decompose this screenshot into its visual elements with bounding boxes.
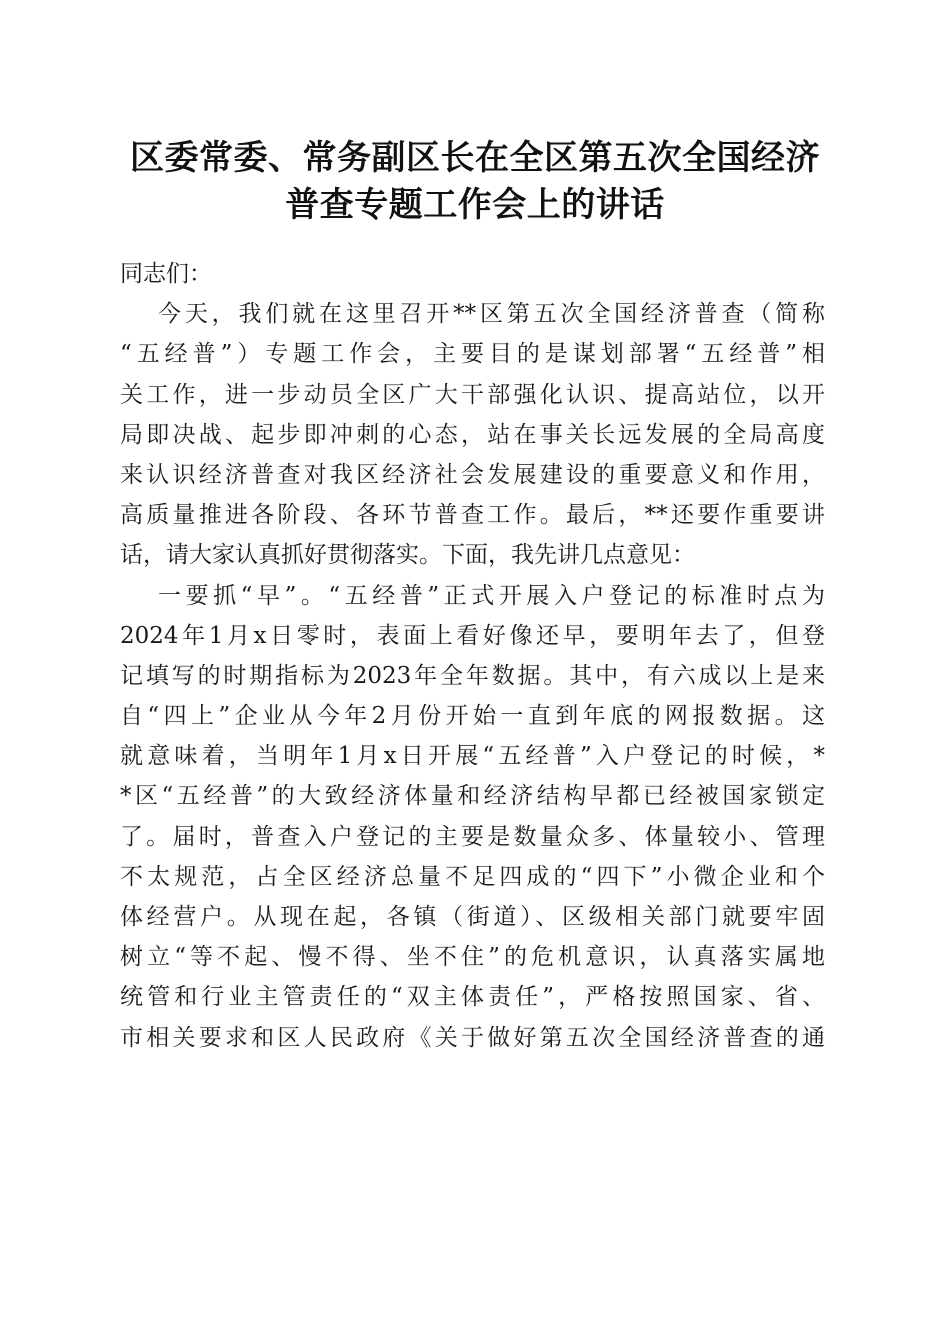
paragraph-line: 一要抓“早”。“五经普”正式开展入户登记的标准时点为 <box>158 582 825 609</box>
paragraph-line: 高质量推进各阶段、各环节普查工作。最后，**还要作重要讲 <box>120 502 825 529</box>
title-line-1: 区委常委、常务副区长在全区第五次全国经济 <box>130 138 820 178</box>
paragraph-line: 关工作，进一步动员全区广大干部强化认识、提高站位，以开 <box>120 381 825 408</box>
paragraph-line: *区“五经普”的大致经济体量和经济结构早都已经被国家锁定 <box>120 783 825 810</box>
paragraph-line: 树立“等不起、慢不得、坐不住”的危机意识，认真落实属地 <box>120 944 825 971</box>
paragraph-line: 自“四上”企业从今年2月份开始一直到年底的网报数据。这 <box>120 703 825 730</box>
paragraph-line: 不太规范，占全区经济总量不足四成的“四下”小微企业和个 <box>120 863 825 890</box>
paragraph-line: 今天，我们就在这里召开**区第五次全国经济普查（简称 <box>158 301 825 328</box>
paragraph-line: 了。届时，普查入户登记的主要是数量众多、体量较小、管理 <box>120 823 825 850</box>
paragraph-line: 话，请大家认真抓好贯彻落实。下面，我先讲几点意见： <box>120 542 695 569</box>
paragraph-line: 市相关要求和区人民政府《关于做好第五次全国经济普查的通 <box>120 1024 825 1051</box>
paragraph-line: 局即决战、起步即冲刺的心态，站在事关长远发展的全局高度 <box>120 421 825 448</box>
title-line-2: 普查专题工作会上的讲话 <box>285 185 665 225</box>
document-title <box>100 135 850 229</box>
paragraph-line: 记填写的时期指标为2023年全年数据。其中，有六成以上是来 <box>120 662 825 689</box>
paragraph-line: 体经营户。从现在起，各镇（街道）、区级相关部门就要牢固 <box>120 904 825 930</box>
paragraph-line: 就意味着，当明年1月x日开展“五经普”入户登记的时候，* <box>120 743 825 770</box>
document-body <box>120 254 825 1058</box>
paragraph-line: 2024年1月x日零时，表面上看好像还早，要明年去了，但登 <box>120 622 825 649</box>
paragraph-line: 统管和行业主管责任的“双主体责任”，严格按照国家、省、 <box>120 984 825 1011</box>
paragraph-1 <box>120 294 825 575</box>
paragraph-line: “五经普”）专题工作会，主要目的是谋划部署“五经普”相 <box>120 341 825 368</box>
paragraph-2 <box>120 576 825 1058</box>
salutation: 同志们： <box>120 261 212 287</box>
paragraph-line: 来认识经济普查对我区经济社会发展建设的重要意义和作用， <box>120 461 825 488</box>
